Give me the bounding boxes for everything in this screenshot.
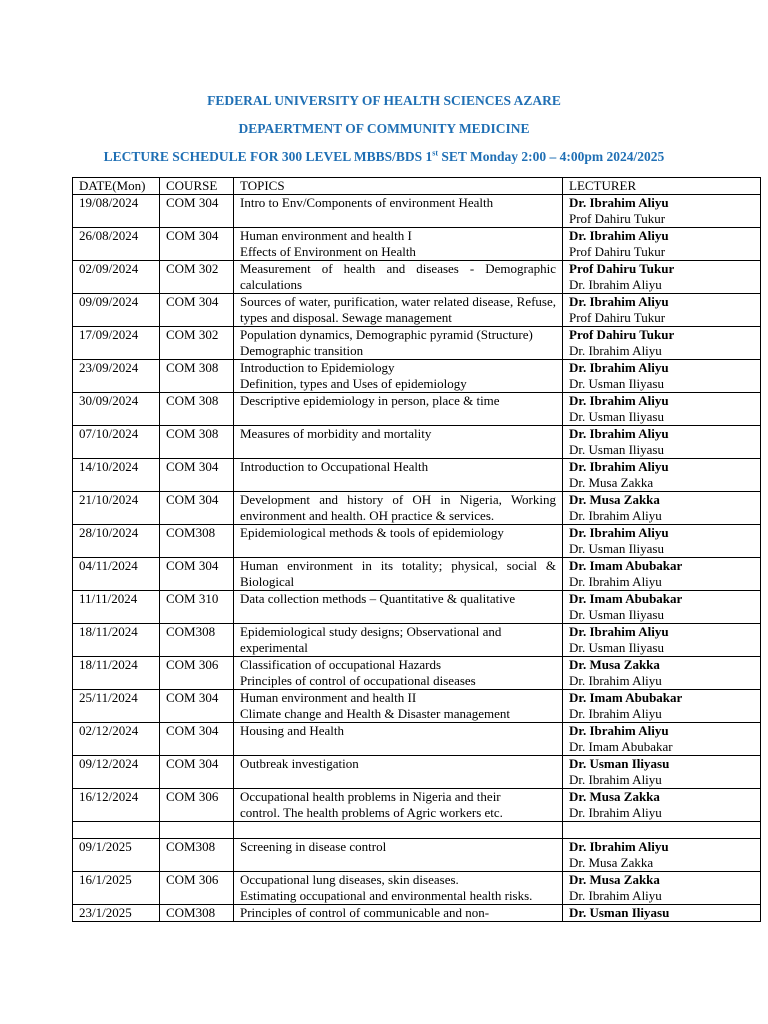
lecturer-cell bbox=[563, 872, 761, 905]
lead-lecturer: Dr. Ibrahim Aliyu bbox=[569, 426, 669, 441]
table-row bbox=[73, 261, 761, 294]
assisting-lecturer: Prof Dahiru Tukur bbox=[569, 244, 666, 259]
table-row bbox=[73, 756, 761, 789]
table-row bbox=[73, 624, 761, 657]
lecturer-cell bbox=[563, 690, 761, 723]
topic-line: Data collection methods – Quantitative & qualitative bbox=[240, 591, 516, 606]
date-cell: 09/1/2025 bbox=[73, 839, 160, 872]
course-cell: COM 310 bbox=[160, 591, 234, 624]
course-cell: COM 304 bbox=[160, 492, 234, 525]
date-cell: 16/12/2024 bbox=[73, 789, 160, 822]
course-cell: COM 308 bbox=[160, 360, 234, 393]
lead-lecturer: Dr. Ibrahim Aliyu bbox=[569, 294, 669, 309]
lead-lecturer: Dr. Ibrahim Aliyu bbox=[569, 228, 669, 243]
topic-line: Intro to Env/Components of environment Health bbox=[240, 195, 494, 210]
lecturer-cell bbox=[563, 327, 761, 360]
date-cell: 16/1/2025 bbox=[73, 872, 160, 905]
empty-cell bbox=[563, 822, 761, 839]
course-cell: COM 302 bbox=[160, 261, 234, 294]
course-cell: COM308 bbox=[160, 839, 234, 872]
lead-lecturer: Prof Dahiru Tukur bbox=[569, 261, 675, 276]
topic-cell bbox=[234, 459, 563, 492]
topic-cell bbox=[234, 426, 563, 459]
topic-line: Principles of control of occupational diseases bbox=[240, 673, 476, 688]
date-cell: 30/09/2024 bbox=[73, 393, 160, 426]
topic-cell bbox=[234, 492, 563, 525]
table-row bbox=[73, 839, 761, 872]
table-row bbox=[73, 228, 761, 261]
lead-lecturer: Dr. Ibrahim Aliyu bbox=[569, 195, 669, 210]
lead-lecturer: Dr. Imam Abubakar bbox=[569, 558, 683, 573]
table-header-row bbox=[73, 178, 761, 195]
topic-cell bbox=[234, 756, 563, 789]
lead-lecturer: Dr. Musa Zakka bbox=[569, 872, 660, 887]
topic-cell bbox=[234, 393, 563, 426]
schedule-title-prefix: LECTURE SCHEDULE FOR 300 LEVEL MBBS/BDS 1 bbox=[103, 149, 433, 164]
table-row bbox=[73, 591, 761, 624]
topic-cell bbox=[234, 872, 563, 905]
date-cell: 19/08/2024 bbox=[73, 195, 160, 228]
date-cell: 07/10/2024 bbox=[73, 426, 160, 459]
lead-lecturer: Dr. Ibrahim Aliyu bbox=[569, 839, 669, 854]
lead-lecturer: Dr. Imam Abubakar bbox=[569, 690, 683, 705]
lecturer-cell bbox=[563, 261, 761, 294]
table-row bbox=[73, 905, 761, 922]
table-row bbox=[73, 723, 761, 756]
lecturer-cell bbox=[563, 839, 761, 872]
date-cell: 18/11/2024 bbox=[73, 624, 160, 657]
course-cell: COM 302 bbox=[160, 327, 234, 360]
assisting-lecturer: Prof Dahiru Tukur bbox=[569, 310, 666, 325]
assisting-lecturer: Dr. Usman Iliyasu bbox=[569, 541, 664, 556]
course-cell: COM 304 bbox=[160, 723, 234, 756]
empty-cell bbox=[160, 822, 234, 839]
topic-line: Housing and Health bbox=[240, 723, 344, 738]
topic-line: Human environment and health II bbox=[240, 690, 417, 705]
lead-lecturer: Prof Dahiru Tukur bbox=[569, 327, 675, 342]
schedule-title-suffix: SET Monday 2:00 – 4:00pm 2024/2025 bbox=[438, 149, 665, 164]
table-row bbox=[73, 558, 761, 591]
course-cell: COM 304 bbox=[160, 228, 234, 261]
topic-line: Classification of occupational Hazards bbox=[240, 657, 442, 672]
lecturer-cell bbox=[563, 756, 761, 789]
topic-line: Occupational lung diseases, skin diseases. bbox=[240, 872, 459, 887]
lecturer-cell bbox=[563, 393, 761, 426]
course-cell: COM 304 bbox=[160, 195, 234, 228]
topic-cell bbox=[234, 690, 563, 723]
topic-line: Effects of Environment on Health bbox=[240, 244, 416, 259]
date-cell: 17/09/2024 bbox=[73, 327, 160, 360]
university-title: FEDERAL UNIVERSITY OF HEALTH SCIENCES AZARE bbox=[207, 93, 561, 108]
lecturer-cell bbox=[563, 459, 761, 492]
assisting-lecturer: Prof Dahiru Tukur bbox=[569, 211, 666, 226]
column-header-lecturer: LECTURER bbox=[563, 178, 761, 195]
topic-line: Principles of control of communicable and non- bbox=[240, 905, 490, 920]
course-cell: COM 304 bbox=[160, 690, 234, 723]
topic-line: Epidemiological study designs; Observational and bbox=[240, 624, 502, 639]
topic-cell bbox=[234, 905, 563, 922]
lead-lecturer: Dr. Ibrahim Aliyu bbox=[569, 459, 669, 474]
empty-cell bbox=[234, 822, 563, 839]
lead-lecturer: Dr. Usman Iliyasu bbox=[569, 756, 670, 771]
lead-lecturer: Dr. Ibrahim Aliyu bbox=[569, 624, 669, 639]
topic-line: Measures of morbidity and mortality bbox=[240, 426, 432, 441]
assisting-lecturer: Dr. Usman Iliyasu bbox=[569, 640, 664, 655]
assisting-lecturer: Dr. Ibrahim Aliyu bbox=[569, 277, 662, 292]
lead-lecturer: Dr. Musa Zakka bbox=[569, 492, 660, 507]
date-cell: 14/10/2024 bbox=[73, 459, 160, 492]
table-row bbox=[73, 690, 761, 723]
topic-line: Demographic transition bbox=[240, 343, 364, 358]
lead-lecturer: Dr. Ibrahim Aliyu bbox=[569, 360, 669, 375]
assisting-lecturer: Dr. Musa Zakka bbox=[569, 855, 654, 870]
lead-lecturer: Dr. Ibrahim Aliyu bbox=[569, 723, 669, 738]
course-cell: COM 308 bbox=[160, 426, 234, 459]
topic-line: Epidemiological methods & tools of epidemiology bbox=[240, 525, 504, 540]
course-cell: COM308 bbox=[160, 525, 234, 558]
date-cell: 02/12/2024 bbox=[73, 723, 160, 756]
lead-lecturer: Dr. Imam Abubakar bbox=[569, 591, 683, 606]
date-cell: 25/11/2024 bbox=[73, 690, 160, 723]
lecturer-cell bbox=[563, 657, 761, 690]
schedule-title-superscript: st bbox=[432, 148, 439, 158]
topic-line: Estimating occupational and environmental health risks. bbox=[240, 888, 533, 903]
assisting-lecturer: Dr. Ibrahim Aliyu bbox=[569, 574, 662, 589]
table-row bbox=[73, 327, 761, 360]
topic-cell bbox=[234, 294, 563, 327]
topic-cell bbox=[234, 558, 563, 591]
lecturer-cell bbox=[563, 789, 761, 822]
lead-lecturer: Dr. Musa Zakka bbox=[569, 657, 660, 672]
course-cell: COM 304 bbox=[160, 558, 234, 591]
assisting-lecturer: Dr. Usman Iliyasu bbox=[569, 409, 664, 424]
lecturer-cell bbox=[563, 591, 761, 624]
lecturer-cell bbox=[563, 723, 761, 756]
lecturer-cell bbox=[563, 525, 761, 558]
topic-line: Introduction to Occupational Health bbox=[240, 459, 429, 474]
table-row bbox=[73, 657, 761, 690]
date-cell: 26/08/2024 bbox=[73, 228, 160, 261]
lecture-schedule-table bbox=[72, 177, 761, 922]
lead-lecturer: Dr. Usman Iliyasu bbox=[569, 905, 670, 920]
table-row bbox=[73, 459, 761, 492]
topic-line: Development and history of OH in Nigeria, Working environment and health. OH practice & services. bbox=[240, 492, 556, 523]
assisting-lecturer: Dr. Ibrahim Aliyu bbox=[569, 508, 662, 523]
topic-line: Descriptive epidemiology in person, place & time bbox=[240, 393, 500, 408]
table-row bbox=[73, 525, 761, 558]
course-cell: COM308 bbox=[160, 624, 234, 657]
date-cell: 09/09/2024 bbox=[73, 294, 160, 327]
table-row bbox=[73, 195, 761, 228]
lead-lecturer: Dr. Ibrahim Aliyu bbox=[569, 393, 669, 408]
table-row bbox=[73, 426, 761, 459]
assisting-lecturer: Dr. Usman Iliyasu bbox=[569, 442, 664, 457]
topic-line: Population dynamics, Demographic pyramid (Structure) bbox=[240, 327, 533, 342]
date-cell: 09/12/2024 bbox=[73, 756, 160, 789]
lecturer-cell bbox=[563, 558, 761, 591]
date-cell: 23/1/2025 bbox=[73, 905, 160, 922]
table-row bbox=[73, 492, 761, 525]
lecturer-cell bbox=[563, 195, 761, 228]
schedule-title bbox=[0, 149, 768, 165]
assisting-lecturer: Dr. Ibrahim Aliyu bbox=[569, 772, 662, 787]
date-cell: 11/11/2024 bbox=[73, 591, 160, 624]
schedule-body bbox=[73, 195, 761, 922]
lecturer-cell bbox=[563, 426, 761, 459]
topic-line: Climate change and Health & Disaster management bbox=[240, 706, 511, 721]
topic-line: control. The health problems of Agric workers etc. bbox=[240, 805, 503, 820]
table-row bbox=[73, 393, 761, 426]
blank-row bbox=[73, 822, 761, 839]
assisting-lecturer: Dr. Ibrahim Aliyu bbox=[569, 805, 662, 820]
lead-lecturer: Dr. Ibrahim Aliyu bbox=[569, 525, 669, 540]
topic-cell bbox=[234, 261, 563, 294]
topic-cell bbox=[234, 789, 563, 822]
lecturer-cell bbox=[563, 905, 761, 922]
column-header-date: DATE(Mon) bbox=[73, 178, 160, 195]
topic-cell bbox=[234, 228, 563, 261]
topic-line: Human environment and health I bbox=[240, 228, 412, 243]
assisting-lecturer: Dr. Ibrahim Aliyu bbox=[569, 706, 662, 721]
assisting-lecturer: Dr. Usman Iliyasu bbox=[569, 376, 664, 391]
course-cell: COM 306 bbox=[160, 789, 234, 822]
topic-line: Human environment in its totality; physical, social & Biological bbox=[240, 558, 556, 589]
assisting-lecturer: Dr. Ibrahim Aliyu bbox=[569, 343, 662, 358]
assisting-lecturer: Dr. Imam Abubakar bbox=[569, 739, 673, 754]
topic-line: Sources of water, purification, water related disease, Refuse, types and disposal. Sewage management bbox=[240, 294, 556, 325]
course-cell: COM 304 bbox=[160, 294, 234, 327]
course-cell: COM 306 bbox=[160, 872, 234, 905]
date-cell: 21/10/2024 bbox=[73, 492, 160, 525]
topic-line: Introduction to Epidemiology bbox=[240, 360, 395, 375]
course-cell: COM 308 bbox=[160, 393, 234, 426]
date-cell: 28/10/2024 bbox=[73, 525, 160, 558]
table-row bbox=[73, 789, 761, 822]
topic-cell bbox=[234, 723, 563, 756]
lecturer-cell bbox=[563, 360, 761, 393]
date-cell: 04/11/2024 bbox=[73, 558, 160, 591]
topic-line: Measurement of health and diseases - Demographic calculations bbox=[240, 261, 556, 292]
date-cell: 18/11/2024 bbox=[73, 657, 160, 690]
topic-line: Occupational health problems in Nigeria and their bbox=[240, 789, 501, 804]
assisting-lecturer: Dr. Ibrahim Aliyu bbox=[569, 673, 662, 688]
topic-cell bbox=[234, 839, 563, 872]
topic-line: Definition, types and Uses of epidemiology bbox=[240, 376, 467, 391]
table-row bbox=[73, 294, 761, 327]
table-row bbox=[73, 360, 761, 393]
date-cell: 02/09/2024 bbox=[73, 261, 160, 294]
topic-cell bbox=[234, 360, 563, 393]
topic-cell bbox=[234, 525, 563, 558]
assisting-lecturer: Dr. Usman Iliyasu bbox=[569, 607, 664, 622]
course-cell: COM 304 bbox=[160, 756, 234, 789]
date-cell: 23/09/2024 bbox=[73, 360, 160, 393]
topic-cell bbox=[234, 624, 563, 657]
lecturer-cell bbox=[563, 294, 761, 327]
lead-lecturer: Dr. Musa Zakka bbox=[569, 789, 660, 804]
topic-line: experimental bbox=[240, 640, 308, 655]
lecturer-cell bbox=[563, 228, 761, 261]
column-header-topics: TOPICS bbox=[234, 178, 563, 195]
course-cell: COM 306 bbox=[160, 657, 234, 690]
topic-line: Screening in disease control bbox=[240, 839, 387, 854]
empty-cell bbox=[73, 822, 160, 839]
table-row bbox=[73, 872, 761, 905]
topic-cell bbox=[234, 591, 563, 624]
course-cell: COM308 bbox=[160, 905, 234, 922]
lecturer-cell bbox=[563, 624, 761, 657]
lecturer-cell bbox=[563, 492, 761, 525]
course-cell: COM 304 bbox=[160, 459, 234, 492]
assisting-lecturer: Dr. Ibrahim Aliyu bbox=[569, 888, 662, 903]
assisting-lecturer: Dr. Musa Zakka bbox=[569, 475, 654, 490]
topic-line: Outbreak investigation bbox=[240, 756, 359, 771]
topic-cell bbox=[234, 657, 563, 690]
topic-cell bbox=[234, 327, 563, 360]
topic-cell bbox=[234, 195, 563, 228]
column-header-course: COURSE bbox=[160, 178, 234, 195]
department-title: DEPAERTMENT OF COMMUNITY MEDICINE bbox=[238, 121, 530, 136]
